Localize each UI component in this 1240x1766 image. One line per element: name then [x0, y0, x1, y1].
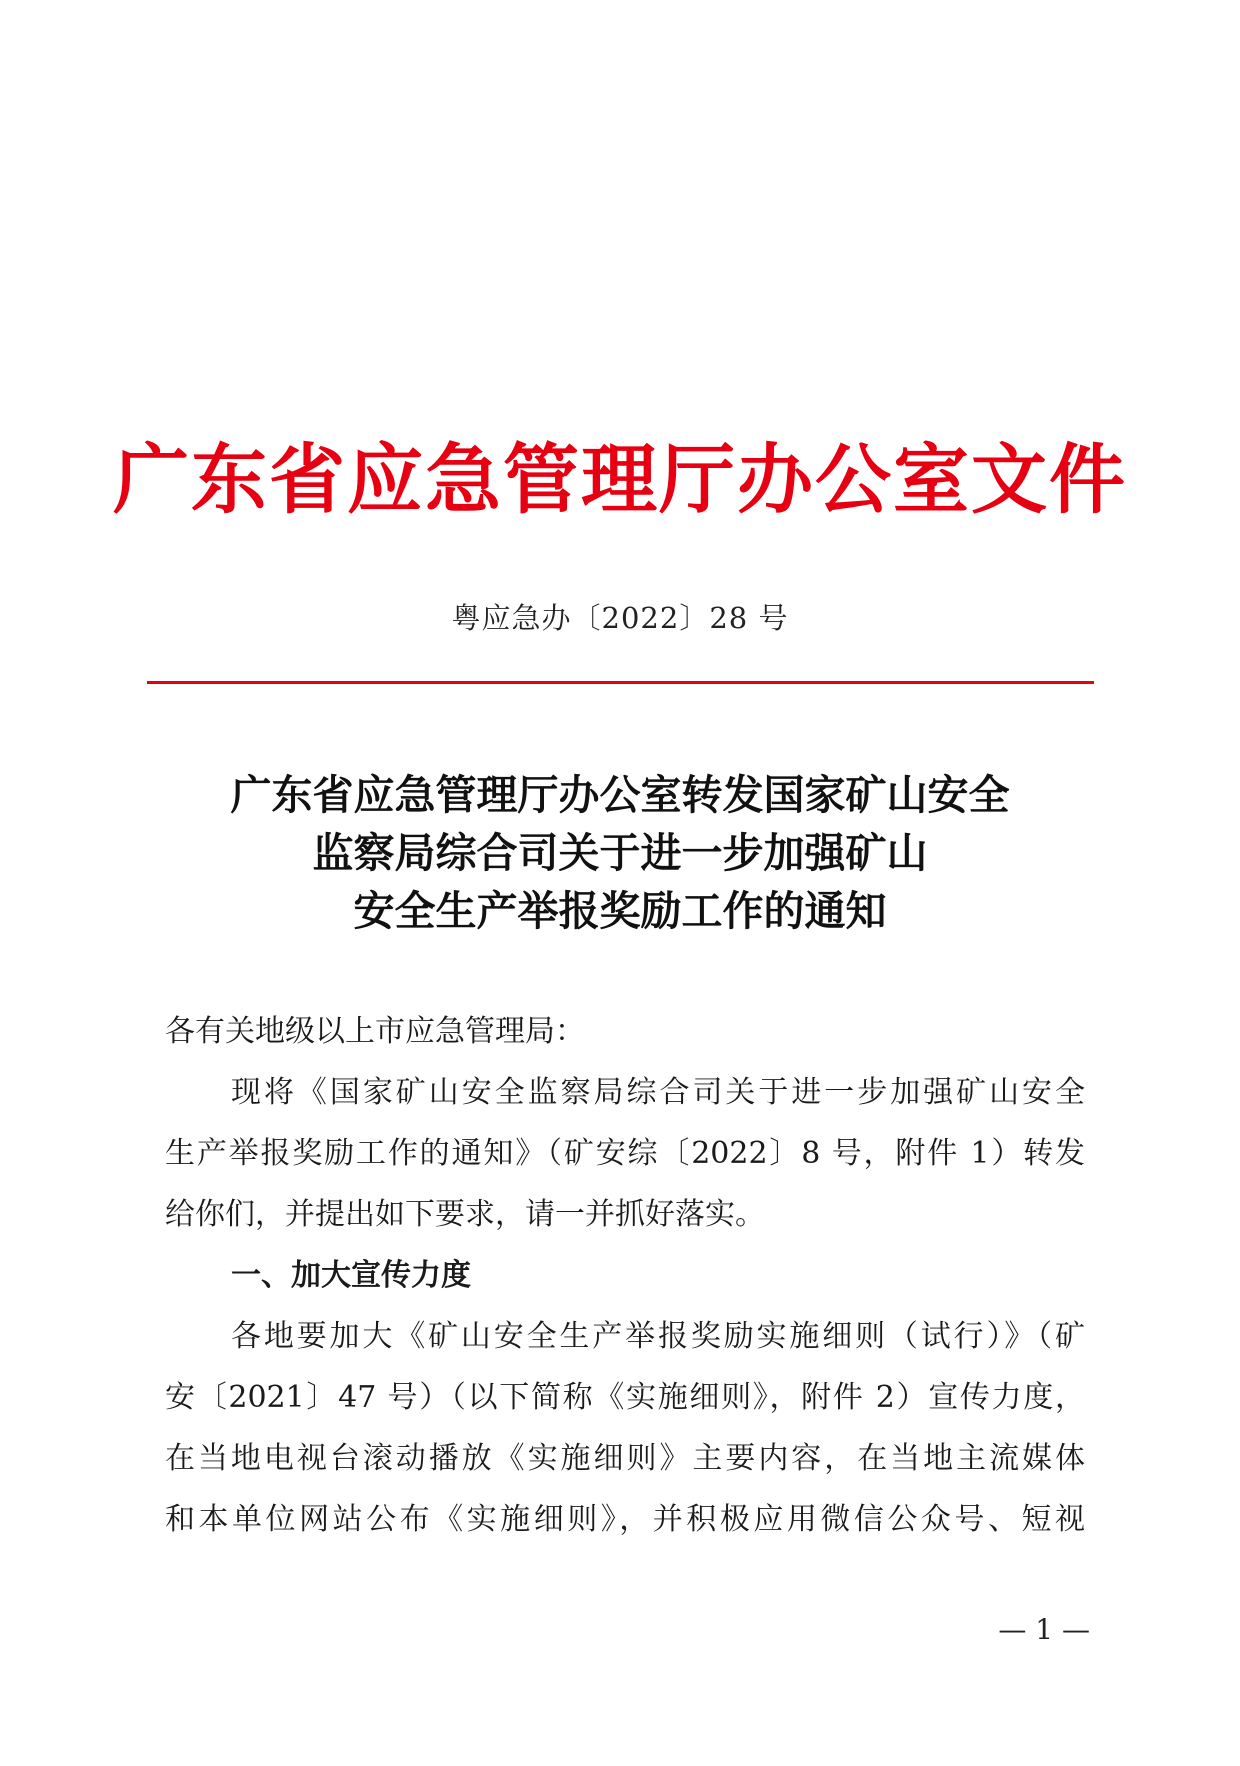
paragraph-2-line-4: 和本单位网站公布《实施细则》，并积极应用微信公众号、短视 — [165, 1502, 1085, 1537]
red-separator-line — [147, 681, 1094, 684]
notice-title-line-3: 安全生产举报奖励工作的通知 — [353, 887, 887, 935]
addressee-line: 各有关地级以上市应急管理局： — [165, 1014, 585, 1049]
page-number: — 1 — — [998, 1613, 1090, 1646]
notice-title — [0, 766, 1240, 940]
paragraph-1-line-3: 给你们，并提出如下要求，请一并抓好落实。 — [165, 1197, 765, 1232]
issuer-header-title: 广东省应急管理厅办公室文件 — [113, 435, 1127, 524]
document-number: 粤应急办〔2022〕28 号 — [451, 601, 789, 635]
notice-title-line-2: 监察局综合司关于进一步加强矿山 — [312, 829, 928, 877]
paragraph-1-line-1: 现将《国家矿山安全监察局综合司关于进一步加强矿山安全 — [231, 1075, 1085, 1110]
paragraph-1-line-2: 生产举报奖励工作的通知》（矿安综〔2022〕8 号，附件 1）转发 — [165, 1136, 1085, 1171]
notice-title-line-1: 广东省应急管理厅办公室转发国家矿山安全 — [230, 771, 1010, 819]
paragraph-2-line-3: 在当地电视台滚动播放《实施细则》主要内容，在当地主流媒体 — [165, 1441, 1085, 1476]
paragraph-2-line-1: 各地要加大《矿山安全生产举报奖励实施细则（试行）》（矿 — [231, 1319, 1085, 1354]
section-1-heading: 一、加大宣传力度 — [231, 1258, 471, 1293]
paragraph-2-line-2: 安〔2021〕47 号）（以下简称《实施细则》，附件 2）宣传力度， — [165, 1380, 1085, 1415]
